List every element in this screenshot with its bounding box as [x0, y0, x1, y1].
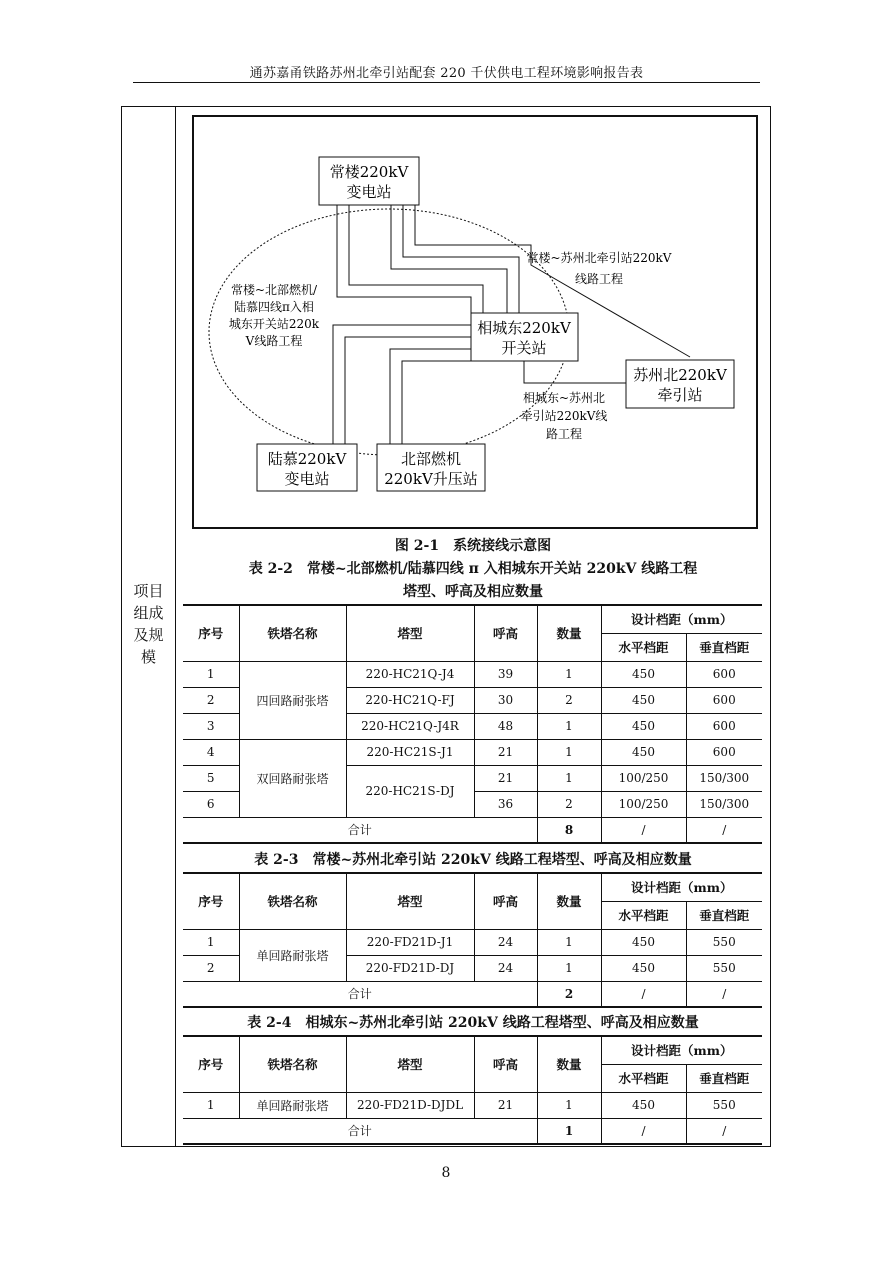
note-xc-sz-line3: 路工程: [545, 427, 583, 441]
cell-index: 1: [183, 929, 239, 955]
cell-tower-type: 220-HC21Q-J4: [346, 661, 474, 687]
node-lumu-line2: 变电站: [284, 470, 330, 488]
cell-call-height: 21: [474, 765, 537, 791]
total-row: [183, 817, 762, 843]
col-header-index: 序号: [183, 605, 239, 661]
page-number: 8: [441, 1165, 451, 1181]
col-header-index: 序号: [183, 1036, 239, 1092]
section-label-line: 模: [140, 648, 156, 666]
cell-horizontal-span: 450: [601, 955, 686, 981]
cell-tower-name: 四回路耐张塔: [239, 661, 346, 739]
col-header-tower-name: 铁塔名称: [239, 605, 346, 661]
node-suzhoubei-line2: 牵引站: [657, 386, 703, 404]
cell-vertical-span: 600: [686, 739, 762, 765]
col-header-design-span: 设计档距（mm）: [601, 1036, 762, 1064]
note-pi-line1: 常楼~北部燃机/: [230, 283, 318, 297]
col-header-call-height: 呼高: [474, 1036, 537, 1092]
node-beibu-line2: 220kV升压站: [384, 470, 478, 488]
col-header-design-span: 设计档距（mm）: [601, 873, 762, 901]
cell-call-height: 48: [474, 713, 537, 739]
cell-quantity: 1: [537, 1092, 601, 1118]
col-header-call-height: 呼高: [474, 605, 537, 661]
cell-tower-type: 220-FD21D-J1: [346, 929, 474, 955]
cell-tower-type: 220-FD21D-DJ: [346, 955, 474, 981]
col-header-quantity: 数量: [537, 605, 601, 661]
cell-call-height: 21: [474, 739, 537, 765]
changlou-xiangcheng-lines: [337, 205, 519, 313]
cell-index: 3: [183, 713, 239, 739]
cell-tower-type: 220-HC21Q-FJ: [346, 687, 474, 713]
table-row: [183, 929, 762, 955]
cell-horizontal-span: 450: [601, 1092, 686, 1118]
cell-tower-name: 单回路耐张塔: [239, 929, 346, 981]
cell-vertical-span: 550: [686, 955, 762, 981]
cell-index: 1: [183, 1092, 239, 1118]
table-2-3-caption: 表 2-3 常楼~苏州北牵引站 220kV 线路工程塔型、呼高及相应数量: [254, 852, 692, 868]
col-header-call-height: 呼高: [474, 873, 537, 929]
cell-vertical-span: 600: [686, 687, 762, 713]
figure-caption: 图 2-1 系统接线示意图: [394, 538, 552, 554]
note-xc-sz-line1: 相城东~苏州北: [522, 391, 606, 405]
cell-vertical-span: 600: [686, 661, 762, 687]
cell-quantity: 1: [537, 765, 601, 791]
note-pi-project: [229, 282, 320, 348]
total-row: [183, 981, 762, 1007]
col-header-tower-type: 塔型: [346, 873, 474, 929]
note-xiangcheng-suzhoubei: [521, 390, 608, 441]
cell-quantity: 1: [537, 661, 601, 687]
table-row: [183, 1092, 762, 1118]
xiangcheng-suzhoubei-line: [524, 361, 626, 383]
cell-total-count: 8: [537, 817, 601, 843]
node-xiangcheng-line2: 开关站: [501, 339, 547, 357]
table-row: [183, 739, 762, 765]
section-label: [121, 580, 176, 668]
cell-index: 2: [183, 687, 239, 713]
note-pi-line3: 城东开关站220k: [228, 317, 320, 331]
cell-tower-type: 220-HC21S-J1: [346, 739, 474, 765]
cell-total-horizontal: /: [601, 981, 686, 1007]
table-2-3: [183, 872, 762, 1008]
total-row: [183, 1118, 762, 1144]
cell-quantity: 1: [537, 713, 601, 739]
col-header-design-span: 设计档距（mm）: [601, 605, 762, 633]
col-header-tower-name: 铁塔名称: [239, 873, 346, 929]
node-suzhoubei: [626, 360, 734, 408]
cell-total-vertical: /: [686, 981, 762, 1007]
col-header-index: 序号: [183, 873, 239, 929]
table-2-2-caption-line2: 塔型、呼高及相应数量: [403, 584, 543, 600]
cell-call-height: 24: [474, 929, 537, 955]
node-beibu-line1: 北部燃机: [400, 450, 462, 468]
cell-tower-type: 220-FD21D-DJDL: [346, 1092, 474, 1118]
cell-tower-name: 双回路耐张塔: [239, 739, 346, 817]
cell-total-vertical: /: [686, 817, 762, 843]
cell-vertical-span: 150/300: [686, 765, 762, 791]
document-header: 通苏嘉甬铁路苏州北牵引站配套 220 千伏供电工程环境影响报告表: [249, 66, 644, 81]
cell-call-height: 39: [474, 661, 537, 687]
cell-horizontal-span: 450: [601, 661, 686, 687]
cell-horizontal-span: 450: [601, 687, 686, 713]
section-label-line: 及规: [133, 626, 164, 644]
note-pi-line4: V线路工程: [245, 334, 303, 348]
col-header-tower-type: 塔型: [346, 1036, 474, 1092]
col-header-vertical-span: 垂直档距: [686, 633, 762, 661]
cell-total-count: 2: [537, 981, 601, 1007]
cell-quantity: 2: [537, 791, 601, 817]
cell-vertical-span: 550: [686, 1092, 762, 1118]
cell-index: 2: [183, 955, 239, 981]
cell-vertical-span: 550: [686, 929, 762, 955]
cell-tower-name: 单回路耐张塔: [239, 1092, 346, 1118]
cell-horizontal-span: 100/250: [601, 791, 686, 817]
node-suzhoubei-line1: 苏州北220kV: [633, 366, 727, 384]
cell-index: 1: [183, 661, 239, 687]
note-changlou-suzhoubei: [527, 250, 672, 286]
col-header-tower-type: 塔型: [346, 605, 474, 661]
cell-horizontal-span: 450: [601, 929, 686, 955]
col-header-quantity: 数量: [537, 1036, 601, 1092]
header-rule: [133, 82, 760, 83]
node-beibu: [377, 444, 485, 491]
node-changlou-line2: 变电站: [346, 183, 392, 201]
cell-horizontal-span: 450: [601, 739, 686, 765]
col-header-vertical-span: 垂直档距: [686, 901, 762, 929]
cell-call-height: 36: [474, 791, 537, 817]
cell-quantity: 1: [537, 929, 601, 955]
cell-quantity: 2: [537, 687, 601, 713]
note-xc-sz-line2: 牵引站220kV线: [520, 409, 608, 423]
col-header-horizontal-span: 水平档距: [601, 633, 686, 661]
cell-total-label: 合计: [183, 817, 537, 843]
table-row: [183, 661, 762, 687]
cell-call-height: 30: [474, 687, 537, 713]
note-pi-line2: 陆慕四线π入相: [234, 300, 314, 314]
col-header-tower-name: 铁塔名称: [239, 1036, 346, 1092]
cell-index: 6: [183, 791, 239, 817]
cell-total-horizontal: /: [601, 817, 686, 843]
col-header-quantity: 数量: [537, 873, 601, 929]
table-2-2-caption-line1: 表 2-2 常楼~北部燃机/陆慕四线 π 入相城东开关站 220kV 线路工程: [248, 561, 698, 577]
cell-horizontal-span: 450: [601, 713, 686, 739]
cell-vertical-span: 600: [686, 713, 762, 739]
cell-total-vertical: /: [686, 1118, 762, 1144]
lumu-beibu-xiangcheng-lines: [333, 325, 471, 444]
table-2-2: [183, 604, 762, 844]
node-lumu: [257, 444, 357, 491]
cell-total-horizontal: /: [601, 1118, 686, 1144]
cell-quantity: 1: [537, 739, 601, 765]
cell-tower-type: 220-HC21S-DJ: [346, 765, 474, 817]
node-lumu-line1: 陆慕220kV: [267, 450, 347, 468]
node-changlou-line1: 常楼220kV: [329, 163, 409, 181]
col-header-horizontal-span: 水平档距: [601, 901, 686, 929]
col-header-horizontal-span: 水平档距: [601, 1064, 686, 1092]
table-2-4: [183, 1035, 762, 1145]
cell-total-label: 合计: [183, 1118, 537, 1144]
node-xiangcheng-line1: 相城东220kV: [477, 319, 571, 337]
col-header-vertical-span: 垂直档距: [686, 1064, 762, 1092]
cell-horizontal-span: 100/250: [601, 765, 686, 791]
diagram-canvas: [194, 117, 756, 527]
cell-index: 5: [183, 765, 239, 791]
cell-index: 4: [183, 739, 239, 765]
cell-quantity: 1: [537, 955, 601, 981]
note-cl-sz-line1: 常楼~苏州北牵引站220kV: [526, 251, 672, 265]
cell-total-count: 1: [537, 1118, 601, 1144]
section-label-line: 项目: [133, 582, 164, 600]
cell-call-height: 21: [474, 1092, 537, 1118]
cell-total-label: 合计: [183, 981, 537, 1007]
section-label-line: 组成: [133, 604, 164, 622]
table-2-4-caption: 表 2-4 相城东~苏州北牵引站 220kV 线路工程塔型、呼高及相应数量: [247, 1015, 699, 1031]
node-xiangcheng: [471, 313, 578, 361]
system-wiring-diagram: [192, 115, 758, 529]
note-cl-sz-line2: 线路工程: [574, 272, 624, 286]
cell-vertical-span: 150/300: [686, 791, 762, 817]
cell-tower-type: 220-HC21Q-J4R: [346, 713, 474, 739]
node-changlou: [319, 157, 419, 205]
cell-call-height: 24: [474, 955, 537, 981]
